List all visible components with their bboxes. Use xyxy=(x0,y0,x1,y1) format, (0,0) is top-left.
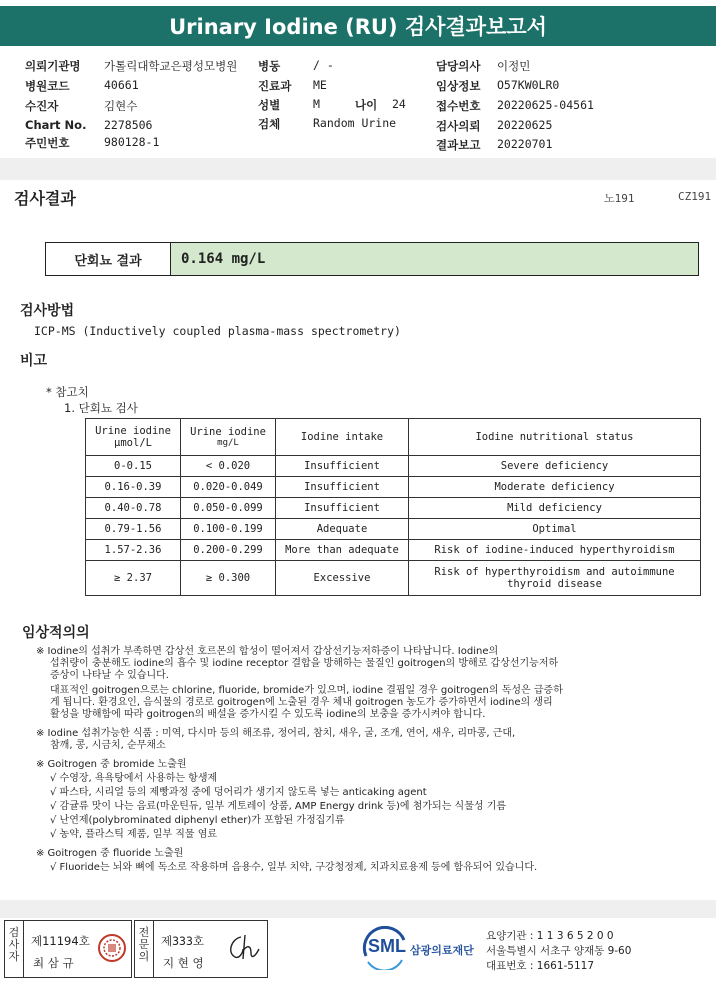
institution-value: 가톨릭대학교은평성모병원 xyxy=(104,59,238,73)
cell-intake: Excessive xyxy=(276,561,409,596)
clinical-line: 대표적인 goitrogen으로는 chlorine, fluoride, bromide가 있으며, iodine 결핍일 경우 goitrogen의 독성은 급증하 xyxy=(50,685,563,696)
signature-icon xyxy=(225,931,261,965)
seal-stamp-icon xyxy=(97,933,127,963)
test-code-2: CZ191 xyxy=(678,190,712,203)
footer-band xyxy=(0,900,716,918)
table-row xyxy=(86,540,701,561)
cell-mgl: 0.020-0.049 xyxy=(181,477,276,498)
cell-umol: 0.16-0.39 xyxy=(86,477,181,498)
signer-name-1: 최 삼 규 xyxy=(33,956,74,970)
dept-label: 진료과 xyxy=(258,79,292,93)
signer-box-2 xyxy=(134,920,268,978)
test-code-1: 노191 xyxy=(604,192,635,205)
clinical-line: ※ Iodine의 섭취가 부족하면 갑상선 호르몬의 합성이 떨어져서 갑상선기능저하증이 나타납니다. Iodine의 xyxy=(36,646,499,657)
clinical-line: 참깨, 콩, 시금치, 순무채소 xyxy=(50,740,166,751)
reception-label: 접수번호 xyxy=(436,99,481,113)
request-label: 검사의뢰 xyxy=(436,119,481,133)
clinical-line: √ 감귤류 맛이 나는 음료(마운틴듀, 일부 게토레이 상품, AMP Energy drink 등)에 첨가되는 식물성 기름 xyxy=(50,801,507,812)
cell-mgl: 0.100-0.199 xyxy=(181,519,276,540)
ward-label: 병동 xyxy=(258,59,281,73)
chart-label: Chart No. xyxy=(25,118,87,132)
footer-line-2: 서울특별시 서초구 양재동 9-60 xyxy=(486,945,632,957)
age-value: 24 xyxy=(392,97,406,111)
dept-value: ME xyxy=(313,78,327,92)
id-value: 980128-1 xyxy=(104,135,160,149)
cell-umol: ≥ 2.37 xyxy=(86,561,181,596)
cell-intake: More than adequate xyxy=(276,540,409,561)
cell-intake: Insufficient xyxy=(276,456,409,477)
table-row xyxy=(86,561,701,596)
hospital-code-label: 병원코드 xyxy=(25,79,70,93)
signer-role-1: 검 사 자 xyxy=(8,926,20,963)
results-heading: 검사결과 xyxy=(14,189,76,208)
company-name: 삼광의료재단 xyxy=(410,944,474,957)
patient-label: 수진자 xyxy=(25,99,59,113)
cell-status: Moderate deficiency xyxy=(409,477,701,498)
result-box xyxy=(45,242,699,276)
clinical-line: ※ Iodine 섭취가능한 식품 : 미역, 다시마 등의 해조류, 정어리, 참치, 새우, 굴, 조개, 연어, 새우, 리마콩, 근대, xyxy=(36,728,516,739)
cell-umol: 0.40-0.78 xyxy=(86,498,181,519)
result-label: 단회뇨 결과 xyxy=(46,243,171,275)
ward-value: / - xyxy=(313,58,334,72)
col-header-status: Iodine nutritional status xyxy=(409,419,701,456)
clinical-line: 활성을 방해함에 따라 goitrogen의 배설을 증가시킬 수 있도록 iodine의 보충을 증가시켜야 합니다. xyxy=(50,709,486,720)
table-row xyxy=(86,456,701,477)
cell-mgl: 0.050-0.099 xyxy=(181,498,276,519)
col-header-intake: Iodine intake xyxy=(276,419,409,456)
footer-line-3: 대표번호 : 1661-5117 xyxy=(486,960,595,972)
clinical-line: √ 파스타, 시리얼 등의 제빵과정 중에 덩어리가 생기지 않도록 넣는 anticaking agent xyxy=(50,787,427,798)
signer-license-2: 제333호 xyxy=(161,934,204,948)
cell-status: Optimal xyxy=(409,519,701,540)
signer-box-1 xyxy=(4,920,132,978)
remarks-heading: 비고 xyxy=(20,353,48,369)
id-label: 주민번호 xyxy=(25,136,70,150)
institution-label: 의뢰기관명 xyxy=(25,59,81,73)
cell-intake: Insufficient xyxy=(276,498,409,519)
clinical-line: ※ Goitrogen 중 bromide 노출원 xyxy=(36,759,187,770)
signer-role-2: 전 문 의 xyxy=(138,926,150,963)
table-row xyxy=(86,477,701,498)
sex-label: 성별 xyxy=(258,98,281,112)
cell-intake: Insufficient xyxy=(276,477,409,498)
cell-status: Mild deficiency xyxy=(409,498,701,519)
table-row xyxy=(86,519,701,540)
method-text: ICP-MS (Inductively coupled plasma-mass spectrometry) xyxy=(34,324,401,338)
footer xyxy=(0,918,716,984)
reference-table xyxy=(85,418,701,596)
reception-value: 20220625-04561 xyxy=(497,98,594,112)
cell-mgl: ≥ 0.300 xyxy=(181,561,276,596)
clinical-line: 게 됩니다. 환경요인, 음식물의 경로로 goitrogen에 노출된 경우 체내 goitrogen 농도가 증가하면서 iodine의 생리 xyxy=(50,697,553,708)
table-header-row xyxy=(86,419,701,456)
table-row xyxy=(86,498,701,519)
method-heading: 검사방법 xyxy=(20,303,75,319)
cell-status: Risk of hyperthyroidism and autoimmune thyroid disease xyxy=(409,561,701,596)
hospital-code-value: 40661 xyxy=(104,78,139,92)
cell-intake: Adequate xyxy=(276,519,409,540)
clinical-line: √ 수영장, 욕욕탕에서 사용하는 항생제 xyxy=(50,773,218,784)
clinical-heading: 임상적의의 xyxy=(22,625,90,641)
clinical-line: 증상이 나타날 수 있습니다. xyxy=(50,670,169,681)
patient-value: 김현수 xyxy=(104,99,138,113)
clinical-line: 섭취량이 충분해도 iodine의 흡수 및 iodine receptor 결합을 방해하는 물질인 goitrogen의 방해로 갑상선기능저하 xyxy=(50,658,559,669)
cell-umol: 1.57-2.36 xyxy=(86,540,181,561)
clinical-line: √ 난연제(polybrominated diphenyl ether)가 포함된 가정집기류 xyxy=(50,815,345,826)
request-value: 20220625 xyxy=(497,118,553,132)
separator-band xyxy=(0,158,716,180)
divider xyxy=(153,921,154,977)
doctor-value: 이정민 xyxy=(497,59,531,73)
col-header-mgl: Urine iodine mg/L xyxy=(181,419,276,456)
cell-status: Severe deficiency xyxy=(409,456,701,477)
clinical-line: √ Fluoride는 뇌와 뼈에 독소로 작용하며 음용수, 일부 치약, 구강청정제, 치과치료용제 등에 함유되어 있습니다. xyxy=(50,862,538,873)
footer-line-1: 요양기관 : 1 1 3 6 5 2 0 0 xyxy=(486,930,614,942)
report-date-value: 20220701 xyxy=(497,137,553,151)
col-header-umol: Urine iodine μmol/L xyxy=(86,419,181,456)
cell-status: Risk of iodine-induced hyperthyroidism xyxy=(409,540,701,561)
doctor-label: 담당의사 xyxy=(436,59,481,73)
reference-title: * 참고치 xyxy=(46,385,89,399)
clinical-line: √ 농약, 플라스틱 제품, 일부 직물 염료 xyxy=(50,829,218,840)
divider xyxy=(23,921,24,977)
chart-value: 2278506 xyxy=(104,118,153,132)
result-value: 0.164 mg/L xyxy=(171,243,698,275)
cell-mgl: 0.200-0.299 xyxy=(181,540,276,561)
report-date-label: 결과보고 xyxy=(436,138,481,152)
specimen-value: Random Urine xyxy=(313,116,397,130)
report-title: Urinary Iodine (RU) 검사결과보고서 xyxy=(0,6,716,46)
signer-name-2: 지 현 영 xyxy=(163,956,204,970)
logo-text: SML xyxy=(368,936,406,956)
signer-license-1: 제11194호 xyxy=(31,934,90,948)
clinical-line: ※ Goitrogen 중 fluoride 노출원 xyxy=(36,848,184,859)
sex-value: M xyxy=(313,97,320,111)
cell-umol: 0-0.15 xyxy=(86,456,181,477)
cell-mgl: < 0.020 xyxy=(181,456,276,477)
clinical-info-label: 임상정보 xyxy=(436,79,481,93)
clinical-info-value: O57KW0LR0 xyxy=(497,78,560,92)
cell-umol: 0.79-1.56 xyxy=(86,519,181,540)
age-label: 나이 xyxy=(355,98,378,112)
specimen-label: 검체 xyxy=(258,117,281,131)
reference-subtitle: 1. 단회뇨 검사 xyxy=(64,401,138,415)
